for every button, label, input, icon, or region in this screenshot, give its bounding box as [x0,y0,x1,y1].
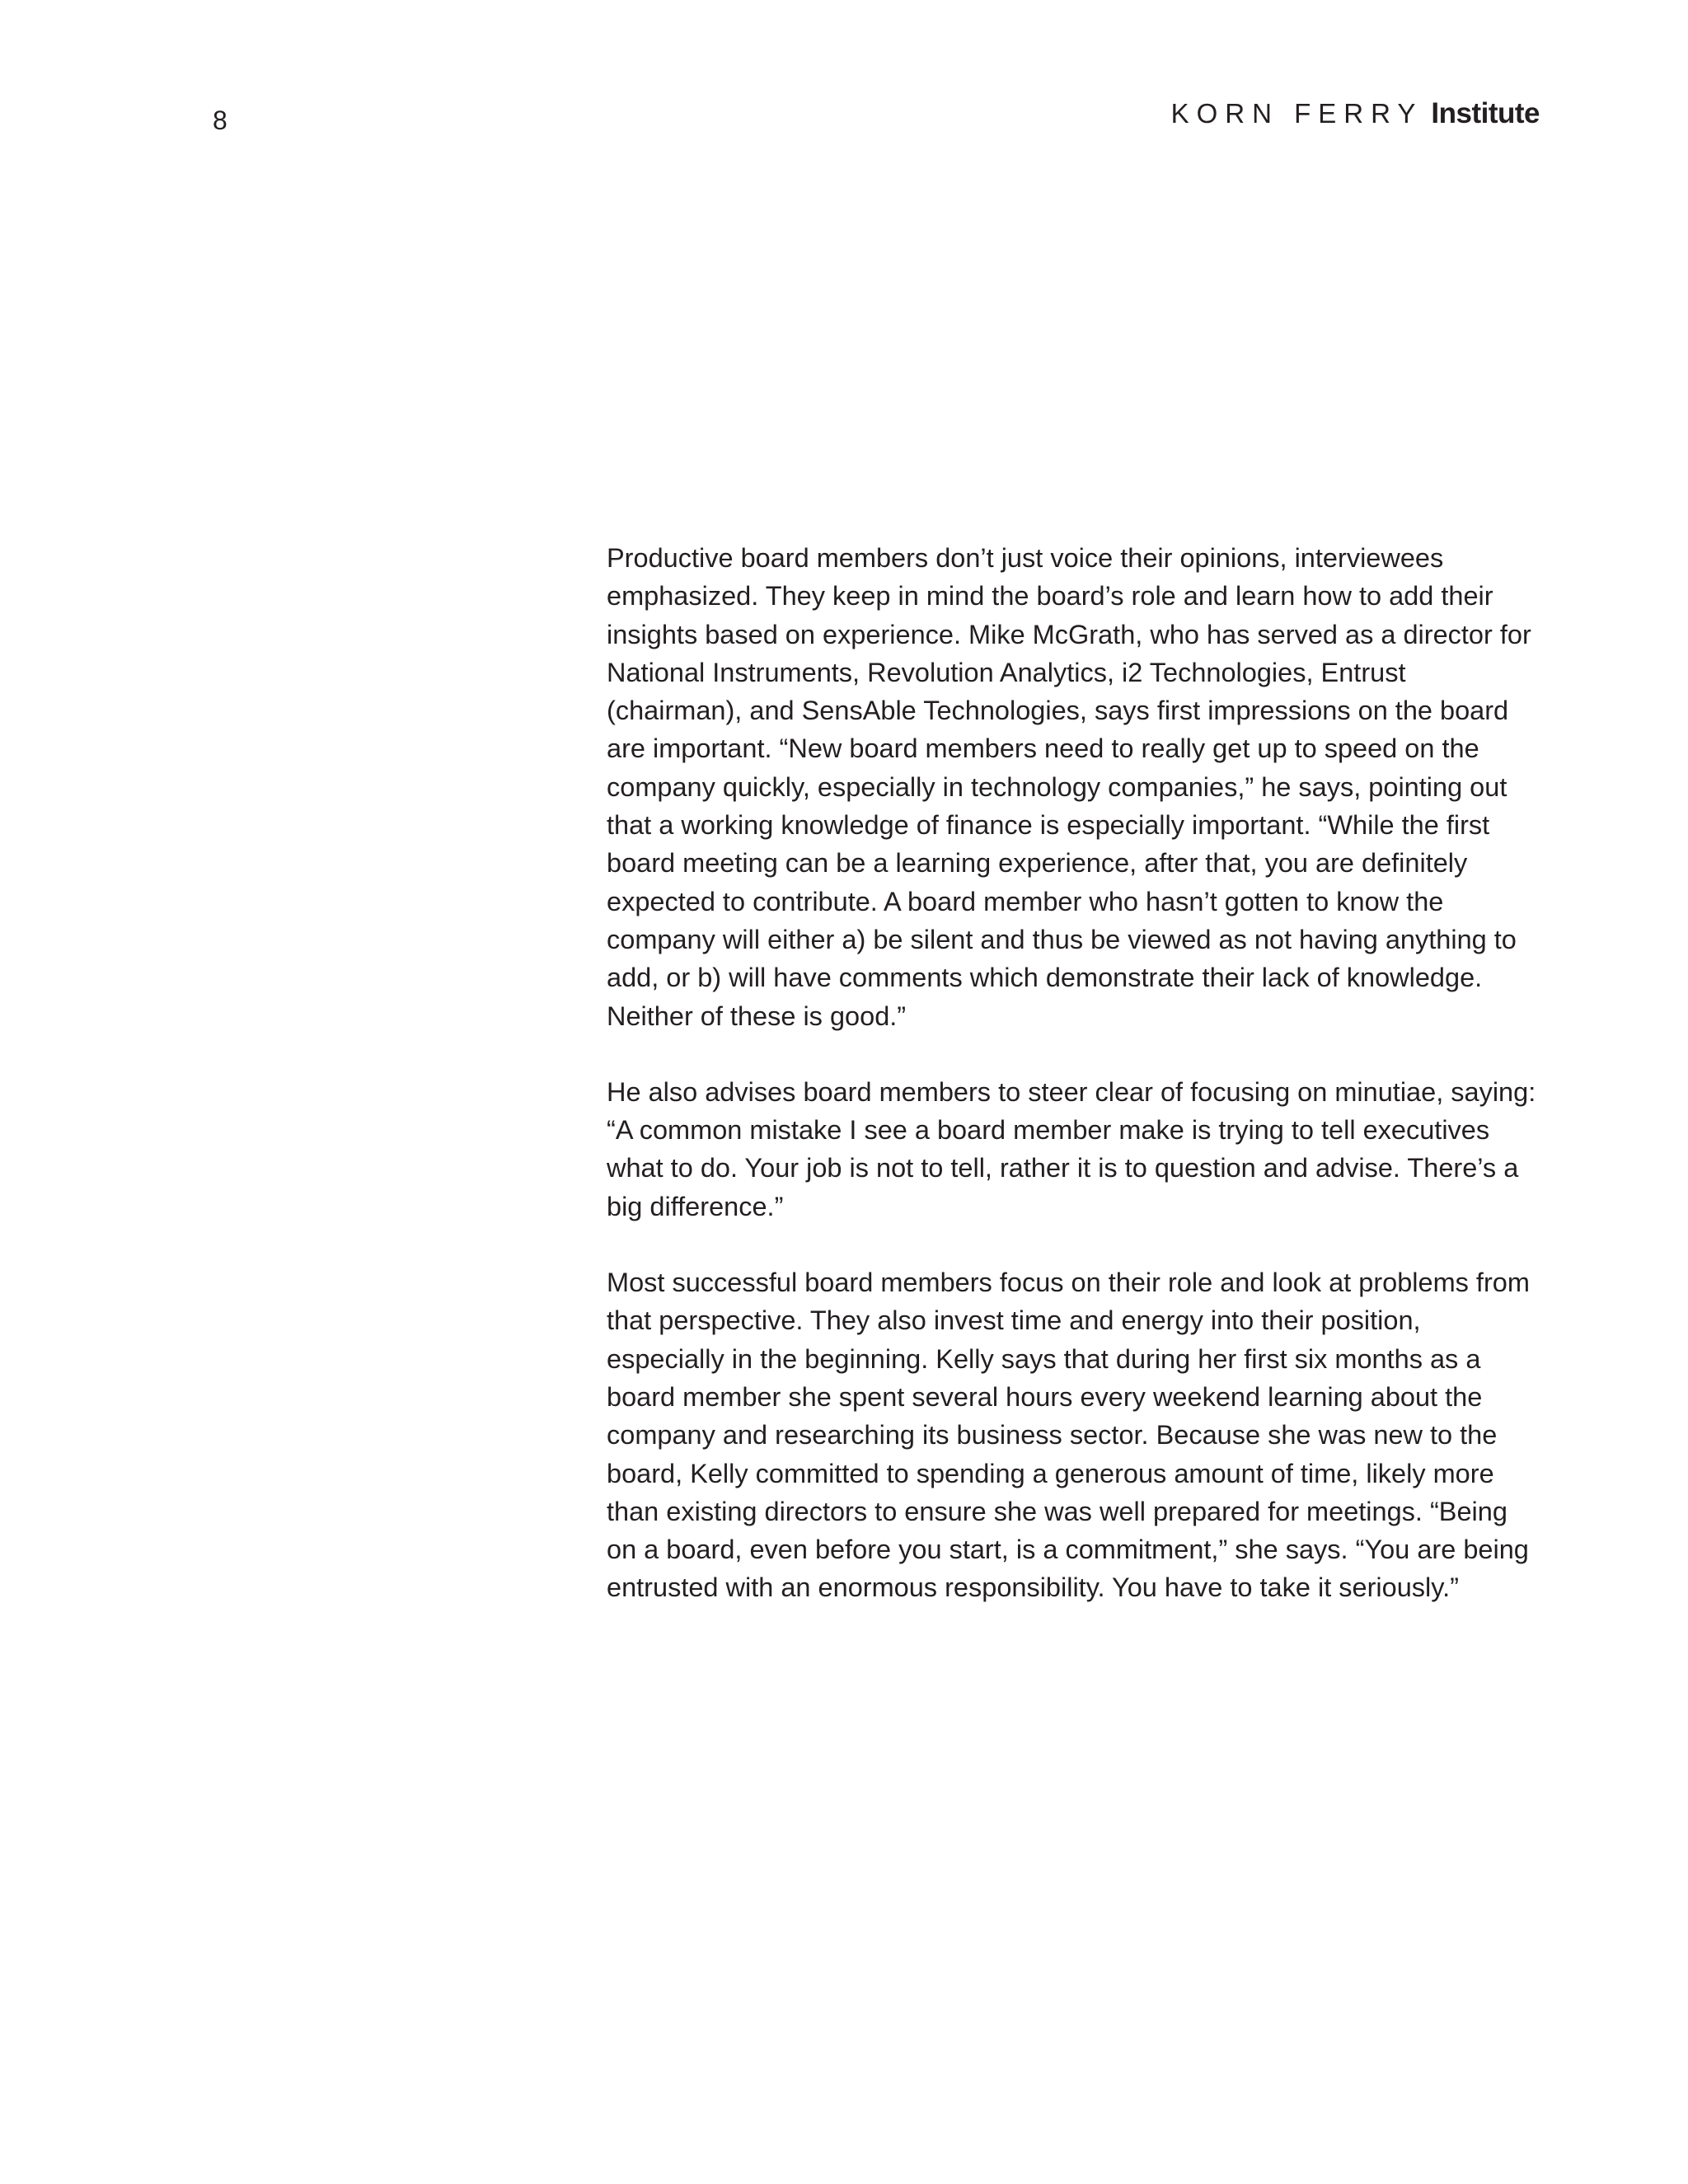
logo-brand-text: KORN FERRY [1170,98,1423,129]
logo-suffix-text: Institute [1431,97,1540,129]
article-body [607,539,1538,1645]
page-number: 8 [213,105,227,135]
paragraph: Productive board members don’t just voice their opinions, interviewees emphasized. They keep in mind the board’s role and learn how to add their insights based on experience. Mike McGrath, who has served as a director for National Instruments, Revolution Analytics, i2 Technologies, Entrust (chairman), and SensAble Technologies, says first impressions on the board are important. “New board members need to really get up to speed on the company quickly, especially in technology companies,” he says, pointing out that a working knowledge of finance is especially important. “While the first board meeting can be a learning experience, after that, you are definitely expected to contribute. A board member who hasn’t gotten to know the company will either a) be silent and thus be viewed as not having anything to add, or b) will have comments which demonstrate their lack of knowledge. Neither of these is good.” [607,543,1531,1031]
korn-ferry-institute-logo [1171,97,1540,130]
paragraph: Most successful board members focus on their role and look at problems from that perspective. They also invest time and energy into their position, especially in the beginning. Kelly says that during her first six months as a board member she spent several hours every weekend learning about the company and researching its business sector. Because she was new to the board, Kelly committed to spending a generous amount of time, likely more than existing directors to ensure she was well prepared for meetings. “Being on a board, even before you start, is a commitment,” she says. “You are being entrusted with an enormous responsibility. You have to take it seriously.” [607,1268,1530,1603]
paragraph: He also advises board members to steer clear of focusing on minutiae, saying: “A common mistake I see a board member make is trying to tell executives what to do. Your job is not to tell, rather it is to question and advise. There’s a big difference.” [607,1076,1536,1221]
